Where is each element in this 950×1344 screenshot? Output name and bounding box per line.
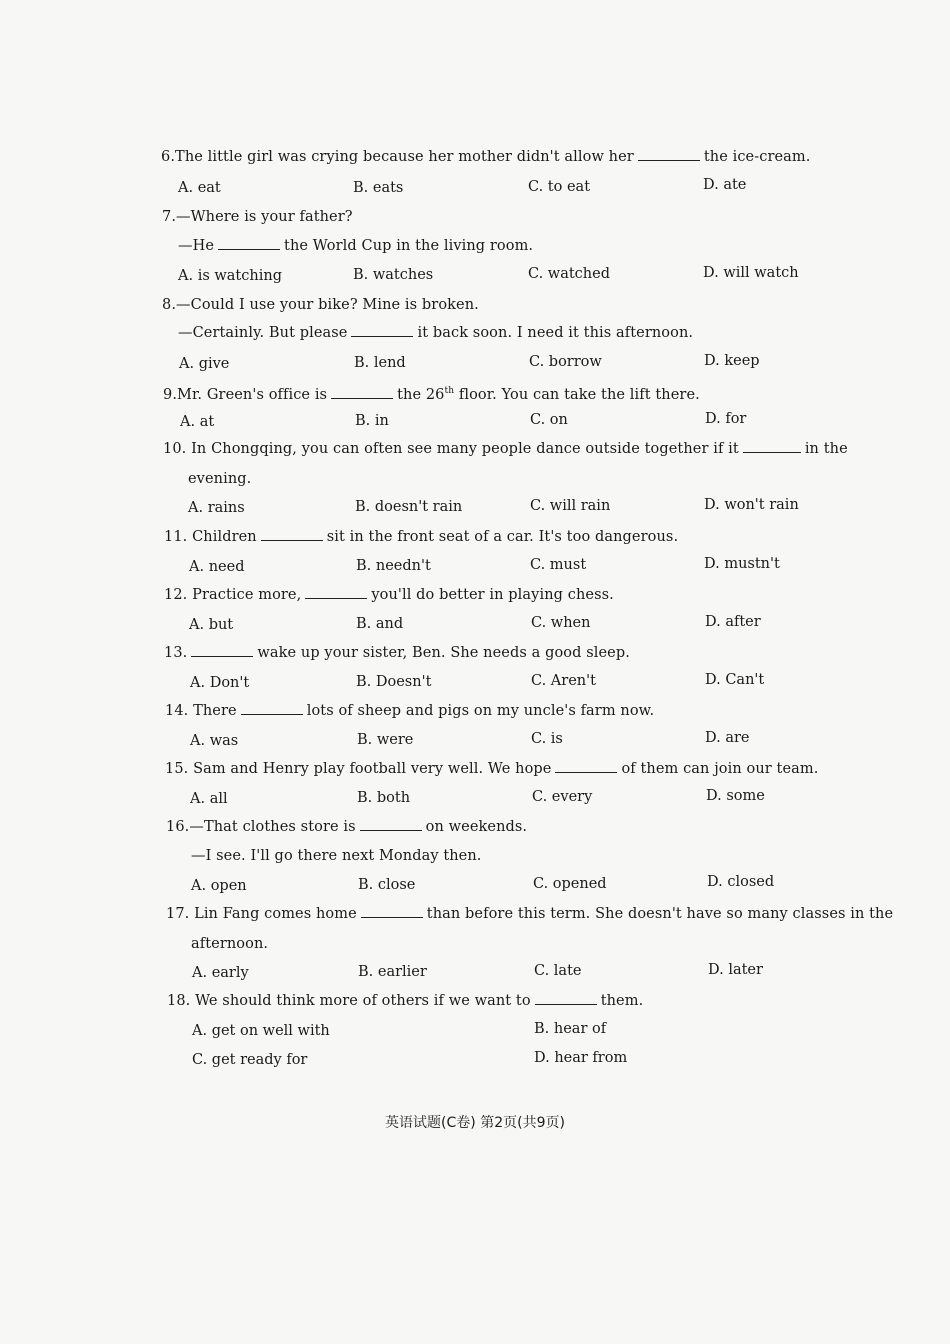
question-6-line-1: 6.The little girl was crying because her mother didn't allow her the ice-cream. [161, 149, 811, 165]
option-c: C. is [531, 731, 563, 747]
question-8-line-1: 8.—Could I use your bike? Mine is broken. [162, 297, 479, 313]
question-16-line-1: 16.—That clothes store is on weekends. [166, 819, 528, 835]
option-a: A. Don't [190, 675, 250, 691]
option-c: C. get ready for [192, 1052, 308, 1068]
option-a: A. at [180, 414, 215, 430]
option-b: B. in [355, 413, 389, 429]
option-d: D. hear from [534, 1050, 628, 1066]
option-d: D. ate [703, 177, 747, 193]
answer-blank [331, 386, 393, 399]
question-15-line-1: 15. Sam and Henry play football very well. We hope of them can join our team. [165, 761, 819, 777]
option-a: A. give [179, 356, 230, 372]
option-b: B. hear of [534, 1021, 607, 1037]
option-c: C. watched [528, 266, 611, 282]
option-d: D. some [706, 788, 765, 804]
answer-blank [305, 586, 367, 599]
option-d: D. later [708, 962, 763, 978]
option-c: C. late [534, 963, 582, 979]
answer-blank [218, 237, 280, 250]
option-c: C. will rain [530, 498, 611, 514]
option-a: A. get on well with [192, 1023, 330, 1039]
question-10-line-1: 10. In Chongqing, you can often see many people dance outside together if it in the [163, 441, 848, 457]
option-a: A. open [191, 878, 247, 894]
option-c: C. to eat [528, 179, 591, 195]
option-d: D. won't rain [704, 497, 799, 513]
option-c: C. every [532, 789, 593, 805]
answer-blank [535, 992, 597, 1005]
question-10-line-2: evening. [188, 471, 252, 487]
answer-blank [555, 760, 617, 773]
option-c: C. opened [533, 876, 607, 892]
answer-blank [241, 702, 303, 715]
option-d: D. are [705, 730, 750, 746]
question-17-line-2: afternoon. [191, 936, 269, 952]
option-a: A. is watching [178, 268, 282, 284]
answer-blank [638, 148, 700, 161]
option-a: A. was [190, 733, 239, 749]
option-c: C. on [530, 412, 568, 428]
question-13-line-1: 13. wake up your sister, Ben. She needs a good sleep. [164, 645, 630, 661]
option-c: C. when [531, 615, 591, 631]
option-d: D. will watch [703, 265, 799, 281]
option-c: C. must [530, 557, 587, 573]
question-8-line-2: —Certainly. But please it back soon. I need it this afternoon. [178, 325, 694, 341]
option-b: B. doesn't rain [355, 499, 463, 515]
answer-blank [191, 644, 253, 657]
option-d: D. keep [704, 353, 760, 369]
option-c: C. borrow [529, 354, 602, 370]
option-b: B. lend [354, 355, 406, 371]
question-16-line-2: —I see. I'll go there next Monday then. [191, 848, 482, 864]
question-14-line-1: 14. There lots of sheep and pigs on my uncle's farm now. [165, 703, 655, 719]
question-12-line-1: 12. Practice more, you'll do better in playing chess. [164, 587, 614, 603]
option-b: B. needn't [356, 558, 431, 574]
option-d: D. for [705, 411, 747, 427]
option-b: B. close [358, 877, 416, 893]
question-7-line-1: 7.—Where is your father? [162, 209, 353, 225]
option-a: A. early [192, 965, 249, 981]
option-a: A. rains [188, 500, 245, 516]
option-c: C. Aren't [531, 673, 596, 689]
answer-blank [743, 440, 801, 453]
option-a: A. all [190, 791, 228, 807]
answer-blank [351, 324, 413, 337]
option-b: B. were [357, 732, 414, 748]
option-b: B. both [357, 790, 411, 806]
option-b: B. and [356, 616, 404, 632]
option-a: A. but [189, 617, 234, 633]
option-d: D. after [705, 614, 761, 630]
page-footer: 英语试题(C卷) 第2页(共9页) [385, 1115, 565, 1131]
option-b: B. Doesn't [356, 674, 432, 690]
question-18-line-1: 18. We should think more of others if we want to them. [167, 993, 644, 1009]
answer-blank [261, 528, 323, 541]
option-d: D. Can't [705, 672, 765, 688]
option-a: A. eat [178, 180, 221, 196]
question-17-line-1: 17. Lin Fang comes home than before this term. She doesn't have so many classes in the [166, 906, 894, 922]
answer-blank [361, 905, 423, 918]
question-9-line-1: 9.Mr. Green's office is the 26th floor. You can take the lift there. [163, 386, 700, 403]
answer-blank [360, 818, 422, 831]
question-11-line-1: 11. Children sit in the front seat of a car. It's too dangerous. [164, 529, 679, 545]
option-b: B. eats [353, 180, 404, 196]
option-a: A. need [189, 559, 245, 575]
option-d: D. mustn't [704, 556, 780, 572]
option-d: D. closed [707, 874, 775, 890]
question-7-line-2: —He the World Cup in the living room. [178, 238, 534, 254]
option-b: B. watches [353, 267, 434, 283]
option-b: B. earlier [358, 964, 427, 980]
